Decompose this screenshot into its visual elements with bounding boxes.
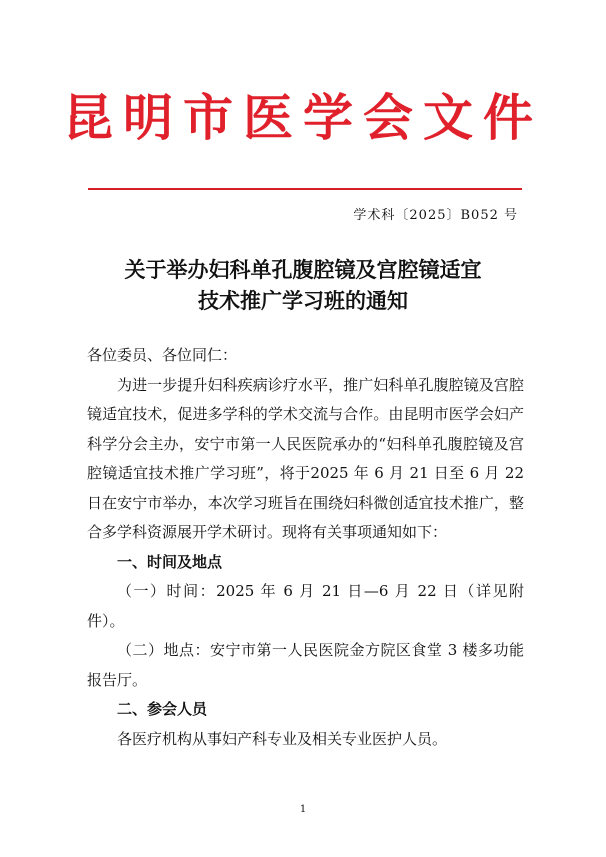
header-divider [88,188,522,190]
notice-body [87,341,524,754]
notice-title-line1: 关于举办妇科单孔腹腔镜及宫腔镜适宜 [124,257,482,282]
notice-title [60,254,546,316]
masthead-title: 昆明市医学会文件 [63,88,543,147]
notice-title-line2: 技术推广学习班的通知 [198,288,408,313]
section2-text: 各医疗机构从事妇产科专业及相关专业医护人员。 [117,729,448,748]
document-number: 学术科〔2025〕B052 号 [353,208,518,223]
page-number: 1 [299,804,307,815]
section1-heading: 一、时间及地点 [117,552,223,571]
section1-time: （一）时间：2025 年 6 月 21 日—6 月 22 日（详见附件）。 [87,582,524,630]
section1-place: （二）地点：安宁市第一人民医院金方院区食堂 3 楼多功能报告厅。 [87,641,524,689]
salutation: 各位委员、各位同仁： [87,346,238,364]
intro-paragraph: 为进一步提升妇科疾病诊疗水平，推广妇科单孔腹腔镜及宫腔镜适宜技术，促进多学科的学术交流与合作。由昆明市医学会妇产科学分会主办，安宁市第一人民医院承办的“妇科单孔腹腔镜及宫腔镜适宜技术推广学习班”，将于2025 年 6 月 21 日至 6 月 22 日在安宁市举办，本次学习班旨在围绕妇科微创适宜技术推广，整合多学科资源展开学术研讨。现将有关事项通知如下： [87,375,524,541]
section2-heading: 二、参会人员 [117,700,208,718]
